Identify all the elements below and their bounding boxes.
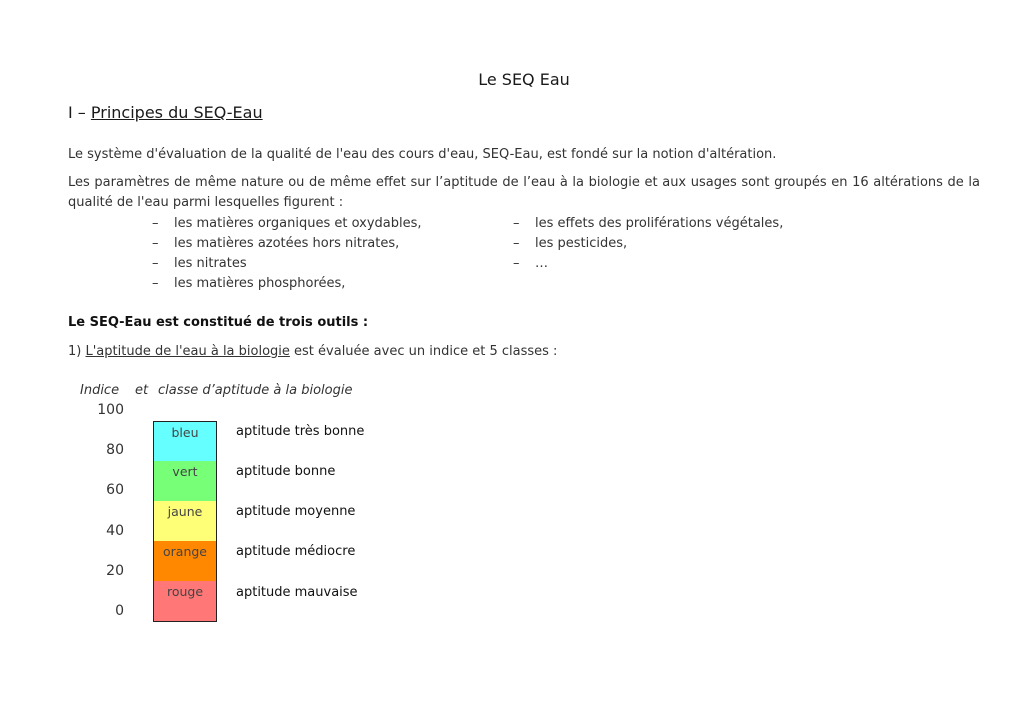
section-heading: [68, 103, 263, 122]
class-label: aptitude médiocre: [236, 544, 356, 559]
list-dash: –: [513, 216, 520, 231]
tool1-number: 1): [68, 344, 86, 359]
list-item-text: …: [535, 256, 548, 271]
list-item: [513, 216, 783, 231]
list-dash: –: [152, 236, 159, 251]
class-label: aptitude mauvaise: [236, 585, 358, 600]
scale-header-classe: classe d’aptitude à la biologie: [158, 383, 353, 398]
page-title: Le SEQ Eau: [478, 70, 570, 89]
list-item: [152, 216, 422, 231]
scale-tick: 20: [106, 563, 124, 579]
list-item: [513, 256, 548, 271]
tool1-link: L'aptitude de l'eau à la biologie: [85, 344, 290, 359]
section-title: Principes du SEQ-Eau: [90, 103, 263, 122]
list-item-text: les nitrates: [174, 256, 247, 271]
class-box-rouge: rouge: [153, 581, 217, 622]
list-item-text: les matières organiques et oxydables,: [174, 216, 422, 231]
tools-heading: Le SEQ-Eau est constitué de trois outils :: [68, 315, 369, 330]
list-dash: –: [152, 256, 159, 271]
scale-header-indice: Indice: [80, 383, 120, 398]
list-item-text: les matières phosphorées,: [174, 276, 346, 291]
class-box-vert: vert: [153, 461, 217, 501]
alterations-paragraph: Les paramètres de même nature ou de même effet sur l’aptitude de l’eau à la biologie et aux usages sont groupés en 16 altérations de la qualité de l'eau parmi lesquelles figurent :: [68, 175, 980, 210]
class-box-jaune: jaune: [153, 501, 217, 541]
scale-tick: 100: [97, 402, 124, 418]
scale-header-et: et: [135, 383, 149, 398]
list-item: [152, 276, 345, 291]
scale-tick: 0: [115, 603, 124, 619]
list-dash: –: [513, 256, 520, 271]
class-label: aptitude très bonne: [236, 424, 365, 439]
scale-tick: 60: [106, 482, 124, 498]
class-box-orange: orange: [153, 541, 217, 581]
intro-paragraph: Le système d'évaluation de la qualité de l'eau des cours d'eau, SEQ-Eau, est fondé sur la notion d'altération.: [68, 147, 777, 162]
tool1-line: [68, 344, 557, 359]
list-item: [152, 236, 399, 251]
list-item-text: les pesticides,: [535, 236, 628, 251]
class-label: aptitude bonne: [236, 464, 336, 479]
scale-tick: 40: [106, 523, 124, 539]
list-dash: –: [152, 276, 159, 291]
scale-tick: 80: [106, 442, 124, 458]
list-item-text: les effets des proliférations végétales,: [535, 216, 784, 231]
list-dash: –: [152, 216, 159, 231]
list-item: [513, 236, 627, 251]
list-dash: –: [513, 236, 520, 251]
section-number: I –: [68, 103, 91, 122]
class-label: aptitude moyenne: [236, 504, 356, 519]
list-item: [152, 256, 247, 271]
tool1-description: est évaluée avec un indice et 5 classes :: [289, 344, 558, 359]
class-box-bleu: bleu: [153, 421, 217, 461]
list-item-text: les matières azotées hors nitrates,: [174, 236, 400, 251]
